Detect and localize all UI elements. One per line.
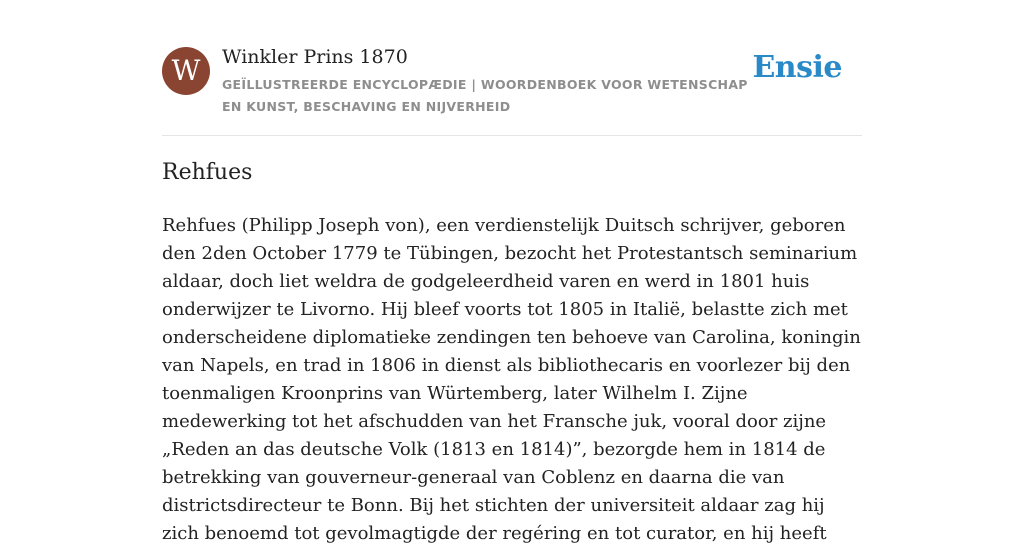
source-avatar[interactable]: W bbox=[162, 47, 210, 95]
source-header bbox=[162, 0, 862, 136]
entry-title: Rehfues bbox=[162, 160, 253, 185]
article-container bbox=[162, 0, 862, 544]
source-title[interactable]: Winkler Prins 1870 bbox=[222, 46, 408, 68]
brand-logo[interactable]: Ensie bbox=[752, 50, 842, 85]
entry-body: Rehfues (Philipp Joseph von), een verdienstelijk Duitsch schrijver, geboren den 2den October 1779 te Tübingen, bezocht het Protestantsch seminarium aldaar, doch liet weldra de godgeleerdheid varen en werd in 1801 huis onderwijzer te Livorno. Hij bleef voorts tot 1805 in Italië, belastte zich met onderscheidene diplomatieke zendingen ten behoeve van Carolina, koningin van Napels, en trad in 1806 in dienst als bibliothecaris en voorlezer bij den toenmaligen Kroonprins van Würtemberg, later Wilhelm I. Zijne medewerking tot het afschudden van het Fransche juk, vooral door zijne „Reden an das deutsche Volk (1813 en 1814)”, bezorgde hem in 1814 de betrekking van gouverneur-generaal van Coblenz en daarna die van districtsdirecteur te Bonn. Bij het stichten der universiteit aldaar zag hij zich benoemd tot gevolmagtigde der regéring en tot curator, en hij heeft bbox=[162, 215, 861, 544]
source-subtitle: GEÏLLUSTREERDE ENCYCLOPÆDIE | WOORDENBOEK VOOR WETENSCHAP EN KUNST, BESCHAVING EN NIJVERHEID bbox=[222, 77, 748, 114]
